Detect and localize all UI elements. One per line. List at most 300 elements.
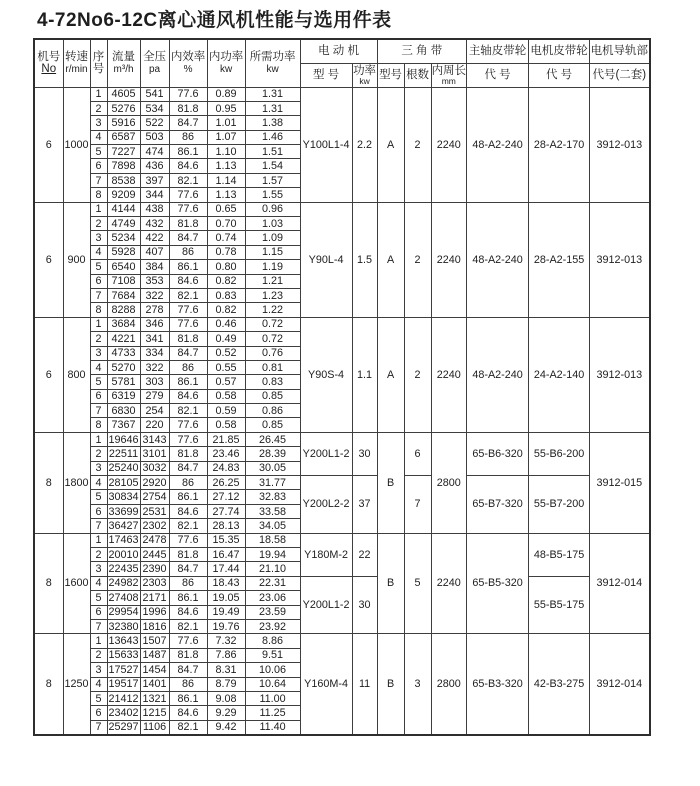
header-motor-model: 型 号 xyxy=(300,63,352,87)
flow-cell: 17463 xyxy=(108,534,139,547)
efficiency-cell: 82.1 xyxy=(169,404,207,418)
belt-count-cell: 2 xyxy=(404,317,431,432)
inner-power-cell: 0.46 xyxy=(207,317,245,331)
seq-cell: 2 xyxy=(90,101,107,115)
belt-length-cell: 2240 xyxy=(431,533,467,634)
required-power-cell: 30.05 xyxy=(245,461,300,475)
motor-pulley-cell: 55-B5-175 xyxy=(529,576,590,634)
required-power-cell: 31.77 xyxy=(245,476,300,490)
inner-power-cell: 1.13 xyxy=(207,159,245,173)
flow-cell: 4733 xyxy=(107,346,140,360)
header-inner-power-unit: kw xyxy=(219,64,233,76)
header-row-1 xyxy=(34,39,650,63)
inner-power-cell: 0.95 xyxy=(207,101,245,115)
seq-cell: 5 xyxy=(90,260,107,274)
header-seq-line2: 号 xyxy=(92,63,105,76)
machine-no-cell: 8 xyxy=(34,634,63,735)
seq-cell: 5 xyxy=(90,591,107,605)
inner-power-cell: 24.83 xyxy=(207,461,245,475)
flow-cell: 36427 xyxy=(108,519,139,532)
speed-cell: 800 xyxy=(63,317,90,432)
required-power-cell: 34.05 xyxy=(245,519,300,533)
motor-pulley-cell: 55-B7-200 xyxy=(529,476,590,534)
seq-cell: 7 xyxy=(90,519,107,533)
efficiency-cell: 84.7 xyxy=(169,562,207,576)
pressure-cell: 522 xyxy=(140,116,169,130)
flow-cell: 28105 xyxy=(108,476,139,489)
flow-cell: 7898 xyxy=(107,159,140,173)
seq-cell: 4 xyxy=(90,476,107,490)
inner-power-cell: 8.31 xyxy=(207,663,245,677)
pressure-cell: 534 xyxy=(140,101,169,115)
inner-power-cell: 28.13 xyxy=(207,519,245,533)
required-power-cell: 11.40 xyxy=(245,720,300,734)
required-power-cell: 10.06 xyxy=(245,663,300,677)
required-power-cell: 18.58 xyxy=(245,533,300,547)
seq-cell: 5 xyxy=(90,375,107,389)
seq-cell: 3 xyxy=(90,346,107,360)
seq-cell: 3 xyxy=(90,116,107,130)
table-row xyxy=(34,317,650,331)
motor-model-cell: Y180M-2 xyxy=(300,533,352,576)
header-shaft-pulley-code: 代 号 xyxy=(467,63,529,87)
efficiency-cell: 86 xyxy=(169,130,207,144)
inner-power-cell: 21.85 xyxy=(207,432,245,446)
inner-power-cell: 0.80 xyxy=(207,260,245,274)
efficiency-cell: 84.6 xyxy=(169,159,207,173)
flow-cell: 5276 xyxy=(107,101,140,115)
inner-power-cell: 7.86 xyxy=(207,648,245,662)
seq-cell: 3 xyxy=(90,562,107,576)
motor-model-cell: Y90S-4 xyxy=(300,317,352,432)
flow-cell: 15633 xyxy=(108,649,139,662)
motor-model-cell: Y160M-4 xyxy=(300,634,352,735)
flow-cell: 22511 xyxy=(108,447,139,460)
header-belt-length-unit: mm xyxy=(441,75,456,86)
header-efficiency-label: 内效率 xyxy=(170,51,206,64)
efficiency-cell: 84.6 xyxy=(169,706,207,720)
header-rail-group: 电机导轨部 xyxy=(590,39,650,63)
header-required-power-unit: kw xyxy=(266,64,279,76)
efficiency-cell: 77.6 xyxy=(169,317,207,331)
seq-cell: 1 xyxy=(90,87,107,101)
required-power-cell: 1.15 xyxy=(245,245,300,259)
seq-cell: 8 xyxy=(90,188,107,202)
flow-cell: 4144 xyxy=(107,202,140,216)
required-power-cell: 1.19 xyxy=(245,260,300,274)
inner-power-cell: 8.79 xyxy=(207,677,245,691)
belt-count-cell: 5 xyxy=(404,533,431,634)
efficiency-cell: 77.6 xyxy=(169,188,207,202)
motor-pulley-cell: 28-A2-170 xyxy=(529,87,590,202)
pressure-cell: 3032 xyxy=(140,461,169,475)
motor-model-cell: Y200L1-2 xyxy=(300,432,352,475)
pressure-cell: 334 xyxy=(140,346,169,360)
pressure-cell: 2302 xyxy=(140,519,169,533)
required-power-cell: 0.76 xyxy=(245,346,300,360)
table-row xyxy=(34,576,650,590)
required-power-cell: 33.58 xyxy=(245,504,300,518)
inner-power-cell: 23.46 xyxy=(207,447,245,461)
seq-cell: 4 xyxy=(90,245,107,259)
required-power-cell: 26.45 xyxy=(245,432,300,446)
pressure-cell: 1215 xyxy=(140,706,169,720)
efficiency-cell: 86 xyxy=(169,576,207,590)
efficiency-cell: 81.8 xyxy=(169,648,207,662)
shaft-pulley-cell: 65-B7-320 xyxy=(467,476,529,534)
flow-cell: 7367 xyxy=(107,418,140,432)
flow-cell: 4749 xyxy=(107,217,140,231)
flow-cell: 25240 xyxy=(108,462,139,475)
required-power-cell: 23.92 xyxy=(245,619,300,633)
page-title: 4-72No6-12C离心通风机性能与选用件表 xyxy=(37,10,392,31)
flow-cell: 25297 xyxy=(108,721,139,734)
pressure-cell: 2390 xyxy=(140,562,169,576)
efficiency-cell: 77.6 xyxy=(169,303,207,317)
pressure-cell: 322 xyxy=(140,288,169,302)
efficiency-cell: 82.1 xyxy=(169,619,207,633)
belt-count-cell: 2 xyxy=(404,87,431,202)
header-efficiency-unit: % xyxy=(183,64,193,76)
speed-cell: 1000 xyxy=(63,87,90,202)
table-row xyxy=(34,87,650,101)
seq-cell: 7 xyxy=(90,173,107,187)
header-machine-no-label: 机号 xyxy=(37,50,61,63)
required-power-cell: 1.22 xyxy=(245,303,300,317)
belt-length-cell: 2240 xyxy=(431,317,467,432)
motor-kw-cell: 30 xyxy=(352,432,377,475)
belt-count-cell: 3 xyxy=(404,634,431,735)
header-rail-code: 代号(二套) xyxy=(590,63,650,87)
motor-kw-cell: 1.5 xyxy=(352,202,377,317)
seq-cell: 7 xyxy=(90,619,107,633)
pressure-cell: 303 xyxy=(140,375,169,389)
flow-cell: 5916 xyxy=(107,116,140,130)
rail-cell: 3912-014 xyxy=(590,634,650,735)
flow-cell: 6319 xyxy=(107,389,140,403)
motor-kw-cell: 2.2 xyxy=(352,87,377,202)
motor-kw-cell: 11 xyxy=(352,634,377,735)
flow-cell: 7227 xyxy=(107,145,140,159)
seq-cell: 4 xyxy=(90,576,107,590)
inner-power-cell: 27.74 xyxy=(207,504,245,518)
belt-length-cell: 2240 xyxy=(431,87,467,202)
inner-power-cell: 0.83 xyxy=(207,288,245,302)
pressure-cell: 344 xyxy=(140,188,169,202)
flow-cell: 4221 xyxy=(107,332,140,346)
flow-cell: 3684 xyxy=(107,317,140,331)
required-power-cell: 1.46 xyxy=(245,130,300,144)
required-power-cell: 28.39 xyxy=(245,447,300,461)
pressure-cell: 503 xyxy=(140,130,169,144)
table-header xyxy=(34,39,650,87)
shaft-pulley-cell: 65-B3-320 xyxy=(467,634,529,735)
required-power-cell: 21.10 xyxy=(245,562,300,576)
pressure-cell: 1996 xyxy=(140,605,169,619)
table-row xyxy=(34,432,650,446)
pressure-cell: 1321 xyxy=(140,691,169,705)
pressure-cell: 278 xyxy=(140,303,169,317)
inner-power-cell: 26.25 xyxy=(207,476,245,490)
flow-cell: 27408 xyxy=(108,591,139,604)
belt-count-cell: 7 xyxy=(404,476,431,534)
pressure-cell: 279 xyxy=(140,389,169,403)
efficiency-cell: 86.1 xyxy=(169,691,207,705)
efficiency-cell: 82.1 xyxy=(169,288,207,302)
header-motor-group: 电 动 机 xyxy=(300,39,377,63)
inner-power-cell: 0.74 xyxy=(207,231,245,245)
speed-cell: 1600 xyxy=(63,533,90,634)
belt-model-cell: A xyxy=(377,87,404,202)
header-motor-kw xyxy=(352,63,377,87)
efficiency-cell: 82.1 xyxy=(169,720,207,734)
pressure-cell: 2171 xyxy=(140,591,169,605)
table-body xyxy=(34,87,650,735)
header-belt-model: 型号 xyxy=(377,63,404,87)
inner-power-cell: 0.82 xyxy=(207,274,245,288)
flow-cell: 7684 xyxy=(107,288,140,302)
seq-cell: 6 xyxy=(90,389,107,403)
belt-model-cell: B xyxy=(377,634,404,735)
seq-cell: 3 xyxy=(90,663,107,677)
belt-model-cell: A xyxy=(377,202,404,317)
belt-model-cell: B xyxy=(377,432,404,533)
required-power-cell: 0.72 xyxy=(245,317,300,331)
seq-cell: 2 xyxy=(90,447,107,461)
required-power-cell: 23.06 xyxy=(245,591,300,605)
efficiency-cell: 81.8 xyxy=(169,447,207,461)
flow-cell: 19517 xyxy=(108,678,139,691)
motor-kw-cell: 1.1 xyxy=(352,317,377,432)
seq-cell: 1 xyxy=(90,432,107,446)
inner-power-cell: 0.82 xyxy=(207,303,245,317)
inner-power-cell: 1.01 xyxy=(207,116,245,130)
efficiency-cell: 86.1 xyxy=(169,490,207,504)
header-flow-label: 流量 xyxy=(112,51,136,64)
required-power-cell: 23.59 xyxy=(245,605,300,619)
motor-pulley-cell: 55-B6-200 xyxy=(529,432,590,475)
pressure-cell: 3101 xyxy=(140,447,169,461)
flow-cell: 21412 xyxy=(108,692,139,705)
header-speed-label: 转速 xyxy=(65,51,89,64)
header-machine-no-unit: No xyxy=(41,63,57,76)
header-motor-pulley-group: 电机皮带轮 xyxy=(529,39,590,63)
shaft-pulley-cell: 48-A2-240 xyxy=(467,202,529,317)
inner-power-cell: 0.70 xyxy=(207,217,245,231)
speed-cell: 900 xyxy=(63,202,90,317)
efficiency-cell: 86.1 xyxy=(169,591,207,605)
pressure-cell: 2920 xyxy=(140,476,169,490)
pressure-cell: 1106 xyxy=(140,720,169,734)
speed-cell: 1250 xyxy=(63,634,90,735)
efficiency-cell: 86 xyxy=(169,360,207,374)
rail-cell: 3912-013 xyxy=(590,87,650,202)
header-pressure-label: 全压 xyxy=(143,51,167,64)
efficiency-cell: 84.6 xyxy=(169,504,207,518)
required-power-cell: 1.57 xyxy=(245,173,300,187)
pressure-cell: 1401 xyxy=(140,677,169,691)
shaft-pulley-cell: 65-B5-320 xyxy=(467,533,529,634)
pressure-cell: 254 xyxy=(140,404,169,418)
required-power-cell: 1.38 xyxy=(245,116,300,130)
required-power-cell: 0.72 xyxy=(245,332,300,346)
machine-no-cell: 8 xyxy=(34,432,63,533)
pressure-cell: 422 xyxy=(140,231,169,245)
inner-power-cell: 17.44 xyxy=(207,562,245,576)
pressure-cell: 346 xyxy=(140,317,169,331)
machine-no-cell: 8 xyxy=(34,533,63,634)
shaft-pulley-cell: 48-A2-240 xyxy=(467,87,529,202)
machine-no-cell: 6 xyxy=(34,317,63,432)
required-power-cell: 1.03 xyxy=(245,217,300,231)
motor-pulley-cell: 42-B3-275 xyxy=(529,634,590,735)
pressure-cell: 436 xyxy=(140,159,169,173)
header-belt-length xyxy=(431,63,467,87)
seq-cell: 7 xyxy=(90,720,107,734)
flow-cell: 30834 xyxy=(108,491,139,504)
inner-power-cell: 1.07 xyxy=(207,130,245,144)
seq-cell: 8 xyxy=(90,303,107,317)
belt-count-cell: 2 xyxy=(404,202,431,317)
inner-power-cell: 0.59 xyxy=(207,404,245,418)
pressure-cell: 353 xyxy=(140,274,169,288)
required-power-cell: 0.85 xyxy=(245,418,300,432)
inner-power-cell: 0.49 xyxy=(207,332,245,346)
motor-kw-cell: 22 xyxy=(352,533,377,576)
required-power-cell: 11.00 xyxy=(245,691,300,705)
flow-cell: 9209 xyxy=(107,188,140,202)
efficiency-cell: 84.6 xyxy=(169,389,207,403)
header-inner-power xyxy=(207,39,245,87)
flow-cell: 5928 xyxy=(107,245,140,259)
seq-cell: 6 xyxy=(90,504,107,518)
required-power-cell: 0.81 xyxy=(245,360,300,374)
belt-length-cell: 2800 xyxy=(431,634,467,735)
required-power-cell: 10.64 xyxy=(245,677,300,691)
efficiency-cell: 84.6 xyxy=(169,274,207,288)
header-inner-power-label: 内功率 xyxy=(208,51,244,64)
efficiency-cell: 77.6 xyxy=(169,634,207,648)
pressure-cell: 1816 xyxy=(140,619,169,633)
motor-model-cell: Y100L1-4 xyxy=(300,87,352,202)
pressure-cell: 438 xyxy=(140,202,169,216)
belt-model-cell: A xyxy=(377,317,404,432)
efficiency-cell: 82.1 xyxy=(169,173,207,187)
header-shaft-pulley-group: 主轴皮带轮 xyxy=(467,39,529,63)
table-row xyxy=(34,533,650,547)
pressure-cell: 432 xyxy=(140,217,169,231)
inner-power-cell: 0.78 xyxy=(207,245,245,259)
header-flow-unit: m³/h xyxy=(113,64,134,76)
flow-cell: 5270 xyxy=(107,360,140,374)
required-power-cell: 0.86 xyxy=(245,404,300,418)
belt-length-cell: 2800 xyxy=(431,432,467,533)
inner-power-cell: 0.58 xyxy=(207,389,245,403)
header-required-power-label: 所需功率 xyxy=(249,51,296,64)
inner-power-cell: 19.76 xyxy=(207,619,245,633)
rail-cell: 3912-013 xyxy=(590,202,650,317)
inner-power-cell: 0.58 xyxy=(207,418,245,432)
seq-cell: 6 xyxy=(90,706,107,720)
header-pressure xyxy=(140,39,169,87)
seq-cell: 1 xyxy=(90,202,107,216)
required-power-cell: 0.96 xyxy=(245,202,300,216)
required-power-cell: 1.31 xyxy=(245,101,300,115)
flow-cell: 6540 xyxy=(107,260,140,274)
efficiency-cell: 82.1 xyxy=(169,519,207,533)
efficiency-cell: 86.1 xyxy=(169,260,207,274)
pressure-cell: 3143 xyxy=(140,432,169,446)
required-power-cell: 22.31 xyxy=(245,576,300,590)
flow-cell: 13643 xyxy=(108,635,139,648)
seq-cell: 4 xyxy=(90,677,107,691)
header-speed-unit: r/min xyxy=(65,64,88,76)
required-power-cell: 1.55 xyxy=(245,188,300,202)
seq-cell: 3 xyxy=(90,231,107,245)
pressure-cell: 474 xyxy=(140,145,169,159)
seq-cell: 2 xyxy=(90,332,107,346)
seq-cell: 5 xyxy=(90,691,107,705)
efficiency-cell: 77.6 xyxy=(169,418,207,432)
motor-pulley-cell: 24-A2-140 xyxy=(529,317,590,432)
flow-cell: 8538 xyxy=(107,173,140,187)
inner-power-cell: 1.13 xyxy=(207,188,245,202)
flow-cell: 22435 xyxy=(108,563,139,576)
efficiency-cell: 77.6 xyxy=(169,533,207,547)
flow-cell: 5234 xyxy=(107,231,140,245)
pressure-cell: 220 xyxy=(140,418,169,432)
pressure-cell: 2303 xyxy=(140,576,169,590)
flow-cell: 8288 xyxy=(107,303,140,317)
motor-model-cell: Y90L-4 xyxy=(300,202,352,317)
efficiency-cell: 81.8 xyxy=(169,332,207,346)
seq-cell: 3 xyxy=(90,461,107,475)
pressure-cell: 397 xyxy=(140,173,169,187)
flow-cell: 29954 xyxy=(108,606,139,619)
seq-cell: 4 xyxy=(90,130,107,144)
efficiency-cell: 84.7 xyxy=(169,231,207,245)
inner-power-cell: 15.35 xyxy=(207,533,245,547)
inner-power-cell: 7.32 xyxy=(207,634,245,648)
efficiency-cell: 84.7 xyxy=(169,663,207,677)
speed-cell: 1800 xyxy=(63,432,90,533)
shaft-pulley-cell: 48-A2-240 xyxy=(467,317,529,432)
efficiency-cell: 86.1 xyxy=(169,145,207,159)
flow-cell: 19646 xyxy=(108,433,139,446)
inner-power-cell: 0.52 xyxy=(207,346,245,360)
belt-model-cell: B xyxy=(377,533,404,634)
efficiency-cell: 84.7 xyxy=(169,346,207,360)
efficiency-cell: 86 xyxy=(169,476,207,490)
header-flow xyxy=(107,39,140,87)
seq-cell: 8 xyxy=(90,418,107,432)
required-power-cell: 19.94 xyxy=(245,548,300,562)
inner-power-cell: 18.43 xyxy=(207,576,245,590)
header-motor-kw-label: 功率 xyxy=(353,65,377,78)
seq-cell: 6 xyxy=(90,159,107,173)
fan-performance-table xyxy=(33,38,651,736)
belt-count-cell: 6 xyxy=(404,432,431,475)
header-speed xyxy=(63,39,90,87)
flow-cell: 7108 xyxy=(107,274,140,288)
pressure-cell: 2445 xyxy=(140,548,169,562)
efficiency-cell: 81.8 xyxy=(169,101,207,115)
efficiency-cell: 77.6 xyxy=(169,202,207,216)
required-power-cell: 1.51 xyxy=(245,145,300,159)
inner-power-cell: 19.05 xyxy=(207,591,245,605)
inner-power-cell: 27.12 xyxy=(207,490,245,504)
required-power-cell: 8.86 xyxy=(245,634,300,648)
